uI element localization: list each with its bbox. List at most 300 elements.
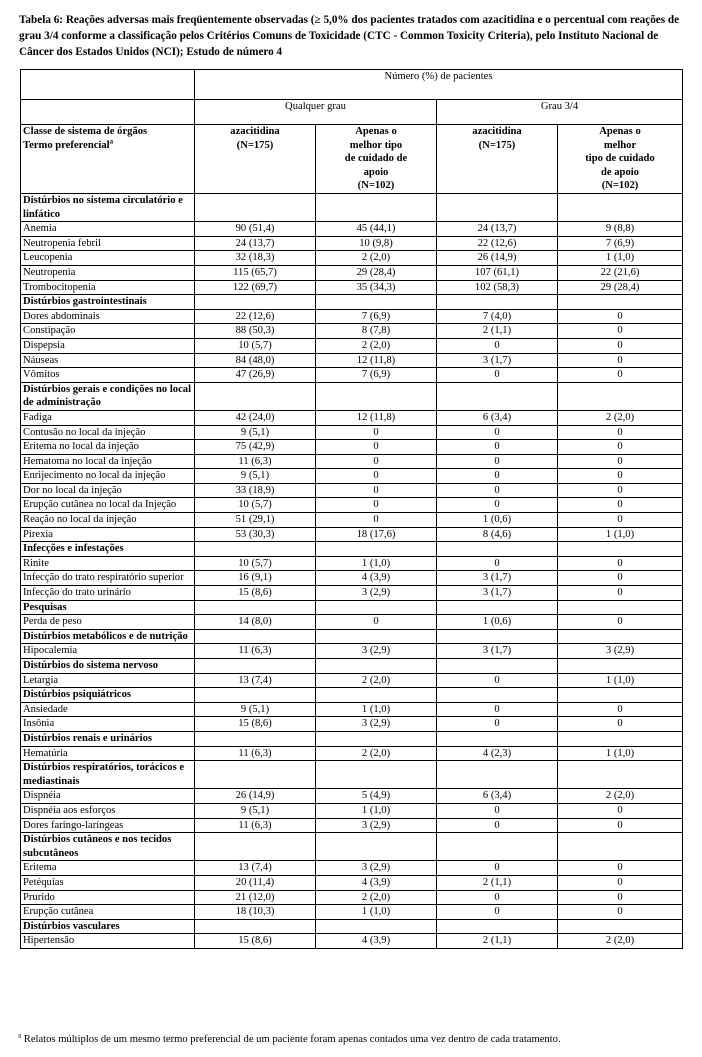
value-cell: 0: [558, 615, 683, 630]
value-cell: 0: [437, 717, 558, 732]
adverse-reactions-table: [20, 69, 683, 949]
category-row: [21, 833, 683, 861]
value-cell: 90 (51,4): [195, 222, 316, 237]
value-cell: 32 (18,3): [195, 251, 316, 266]
table-row: [21, 483, 683, 498]
value-cell: 11 (6,3): [195, 818, 316, 833]
value-cell: 0: [437, 498, 558, 513]
col-bsc-any-l1: Apenas o: [355, 126, 397, 137]
value-cell: 1 (1,0): [316, 702, 437, 717]
value-cell: 7 (6,9): [316, 368, 437, 383]
category-row: [21, 629, 683, 644]
value-cell: 2 (2,0): [558, 789, 683, 804]
category-empty-cell: [558, 688, 683, 703]
term-cell: Trombocitopenia: [21, 280, 195, 295]
footnote-sup: a: [18, 1031, 22, 1040]
value-cell: 0: [558, 803, 683, 818]
category-empty-cell: [316, 731, 437, 746]
table-row: [21, 717, 683, 732]
value-cell: 7 (4,0): [437, 309, 558, 324]
category-empty-cell: [195, 295, 316, 310]
table-row: [21, 338, 683, 353]
value-cell: 3 (2,9): [316, 861, 437, 876]
value-cell: 15 (8,6): [195, 934, 316, 949]
value-cell: 0: [437, 803, 558, 818]
category-empty-cell: [316, 833, 437, 861]
category-empty-cell: [558, 600, 683, 615]
category-row: [21, 600, 683, 615]
col-bsc-g34-l4: de apoio: [601, 166, 639, 178]
value-cell: 0: [437, 338, 558, 353]
value-cell: 18 (10,3): [195, 905, 316, 920]
value-cell: 10 (5,7): [195, 338, 316, 353]
value-cell: 0: [558, 309, 683, 324]
value-cell: 1 (0,6): [437, 615, 558, 630]
value-cell: 3 (2,9): [316, 717, 437, 732]
value-cell: 0: [558, 440, 683, 455]
header-organ-class: [21, 125, 195, 194]
category-empty-cell: [437, 659, 558, 674]
header-row-3: [21, 125, 683, 194]
term-cell: Enrijecimento no local da injeção: [21, 469, 195, 484]
category-empty-cell: [437, 382, 558, 410]
term-cell: Hipocalemia: [21, 644, 195, 659]
table-row: [21, 615, 683, 630]
col-aza-any-label: azacitidina: [230, 126, 280, 137]
value-cell: 0: [437, 425, 558, 440]
term-cell: Reação no local da injeção: [21, 513, 195, 528]
category-label: Distúrbios cutâneos e nos tecidos subcutâneos: [21, 833, 195, 861]
category-label: Infecções e infestações: [21, 542, 195, 557]
term-cell: Perda de peso: [21, 615, 195, 630]
category-label: Distúrbios metabólicos e de nutrição: [21, 629, 195, 644]
header-patients: Número (%) de pacientes: [195, 70, 683, 100]
category-empty-cell: [558, 542, 683, 557]
term-cell: Rinite: [21, 556, 195, 571]
value-cell: 0: [316, 498, 437, 513]
value-cell: 9 (5,1): [195, 803, 316, 818]
value-cell: 3 (1,7): [437, 644, 558, 659]
term-cell: Neutropenia febril: [21, 236, 195, 251]
value-cell: 0: [558, 425, 683, 440]
value-cell: 0: [316, 513, 437, 528]
category-row: [21, 919, 683, 934]
col-bsc-any: [316, 125, 437, 194]
term-cell: Erupção cutânea no local da Injeção: [21, 498, 195, 513]
value-cell: 16 (9,1): [195, 571, 316, 586]
table-row: [21, 818, 683, 833]
col-bsc-any-l2: melhor tipo: [349, 139, 403, 151]
value-cell: 1 (1,0): [558, 673, 683, 688]
value-cell: 13 (7,4): [195, 861, 316, 876]
term-cell: Fadiga: [21, 410, 195, 425]
value-cell: 13 (7,4): [195, 673, 316, 688]
value-cell: 1 (1,0): [558, 746, 683, 761]
term-cell: Dispnéia aos esforços: [21, 803, 195, 818]
footnote: [18, 1033, 698, 1046]
category-label: Distúrbios renais e urinários: [21, 731, 195, 746]
term-cell: Leucopenia: [21, 251, 195, 266]
category-empty-cell: [316, 600, 437, 615]
term-cell: Infecção do trato respiratório superior: [21, 571, 195, 586]
value-cell: 3 (1,7): [437, 571, 558, 586]
value-cell: 0: [316, 425, 437, 440]
value-cell: 3 (2,9): [558, 644, 683, 659]
category-empty-cell: [437, 919, 558, 934]
category-empty-cell: [558, 919, 683, 934]
category-empty-cell: [195, 629, 316, 644]
value-cell: 8 (4,6): [437, 527, 558, 542]
value-cell: 2 (1,1): [437, 324, 558, 339]
value-cell: 3 (2,9): [316, 818, 437, 833]
category-empty-cell: [437, 600, 558, 615]
category-row: [21, 542, 683, 557]
col-aza-g34-n: (N=175): [478, 139, 516, 151]
col-bsc-g34-n: (N=102): [601, 180, 639, 192]
preferred-term-text: Termo preferencial: [23, 139, 110, 151]
value-cell: 24 (13,7): [437, 222, 558, 237]
value-cell: 3 (1,7): [437, 353, 558, 368]
category-empty-cell: [558, 659, 683, 674]
category-empty-cell: [316, 194, 437, 222]
value-cell: 0: [558, 818, 683, 833]
value-cell: 11 (6,3): [195, 454, 316, 469]
category-row: [21, 761, 683, 789]
category-empty-cell: [195, 600, 316, 615]
col-aza-g34-label: azacitidina: [472, 126, 522, 137]
value-cell: 7 (6,9): [316, 309, 437, 324]
value-cell: 7 (6,9): [558, 236, 683, 251]
category-empty-cell: [558, 295, 683, 310]
value-cell: 1 (0,6): [437, 513, 558, 528]
table-row: [21, 222, 683, 237]
value-cell: 0: [316, 483, 437, 498]
table-row: [21, 309, 683, 324]
term-cell: Hipertensão: [21, 934, 195, 949]
table-row: [21, 586, 683, 601]
value-cell: 0: [558, 861, 683, 876]
value-cell: 12 (11,8): [316, 353, 437, 368]
value-cell: 115 (65,7): [195, 265, 316, 280]
table-row: [21, 905, 683, 920]
term-cell: Letargia: [21, 673, 195, 688]
category-empty-cell: [558, 194, 683, 222]
value-cell: 0: [558, 905, 683, 920]
value-cell: 42 (24,0): [195, 410, 316, 425]
value-cell: 0: [437, 440, 558, 455]
col-bsc-g34-l2: melhor: [603, 139, 637, 151]
category-empty-cell: [558, 761, 683, 789]
table-row: [21, 469, 683, 484]
value-cell: 35 (34,3): [316, 280, 437, 295]
value-cell: 0: [558, 571, 683, 586]
term-cell: Dores abdominais: [21, 309, 195, 324]
value-cell: 0: [437, 368, 558, 383]
category-empty-cell: [437, 833, 558, 861]
value-cell: 4 (3,9): [316, 934, 437, 949]
header-row-1: [21, 70, 683, 100]
value-cell: 29 (28,4): [316, 265, 437, 280]
value-cell: 2 (2,0): [316, 746, 437, 761]
value-cell: 75 (42,9): [195, 440, 316, 455]
category-row: [21, 688, 683, 703]
value-cell: 3 (1,7): [437, 586, 558, 601]
value-cell: 0: [558, 324, 683, 339]
term-cell: Dispnéia: [21, 789, 195, 804]
value-cell: 0: [437, 673, 558, 688]
header-empty-cell: [21, 70, 195, 100]
value-cell: 2 (2,0): [316, 338, 437, 353]
value-cell: 2 (2,0): [316, 673, 437, 688]
value-cell: 2 (1,1): [437, 875, 558, 890]
value-cell: 0: [316, 615, 437, 630]
term-cell: Vômitos: [21, 368, 195, 383]
value-cell: 12 (11,8): [316, 410, 437, 425]
value-cell: 88 (50,3): [195, 324, 316, 339]
category-label: Distúrbios gastrointestinais: [21, 295, 195, 310]
value-cell: 1 (1,0): [558, 251, 683, 266]
value-cell: 6 (3,4): [437, 789, 558, 804]
value-cell: 5 (4,9): [316, 789, 437, 804]
value-cell: 0: [558, 454, 683, 469]
category-empty-cell: [316, 382, 437, 410]
table-row: [21, 789, 683, 804]
value-cell: 1 (1,0): [558, 527, 683, 542]
category-empty-cell: [195, 833, 316, 861]
category-empty-cell: [558, 629, 683, 644]
value-cell: 14 (8,0): [195, 615, 316, 630]
col-aza-any: [195, 125, 316, 194]
value-cell: 51 (29,1): [195, 513, 316, 528]
value-cell: 8 (7,8): [316, 324, 437, 339]
value-cell: 3 (2,9): [316, 644, 437, 659]
preferred-term-label: [23, 139, 192, 153]
header-grade34: Grau 3/4: [437, 100, 683, 125]
value-cell: 84 (48,0): [195, 353, 316, 368]
value-cell: 26 (14,9): [195, 789, 316, 804]
category-row: [21, 194, 683, 222]
category-empty-cell: [195, 382, 316, 410]
term-cell: Náuseas: [21, 353, 195, 368]
value-cell: 0: [558, 483, 683, 498]
value-cell: 2 (1,1): [437, 934, 558, 949]
value-cell: 0: [558, 586, 683, 601]
value-cell: 1 (1,0): [316, 556, 437, 571]
value-cell: 0: [437, 556, 558, 571]
category-empty-cell: [437, 295, 558, 310]
value-cell: 0: [558, 498, 683, 513]
table-row: [21, 368, 683, 383]
term-cell: Infecção do trato urinário: [21, 586, 195, 601]
value-cell: 0: [558, 513, 683, 528]
value-cell: 10 (5,7): [195, 556, 316, 571]
col-bsc-g34: [558, 125, 683, 194]
category-empty-cell: [437, 761, 558, 789]
table-row: [21, 513, 683, 528]
header-empty-cell: [21, 100, 195, 125]
category-empty-cell: [195, 731, 316, 746]
organ-class-label: Classe de sistema de órgãos: [23, 126, 148, 137]
value-cell: 0: [558, 717, 683, 732]
table-row: [21, 425, 683, 440]
table-row: [21, 803, 683, 818]
table-row: [21, 236, 683, 251]
value-cell: 2 (2,0): [316, 251, 437, 266]
category-empty-cell: [316, 761, 437, 789]
value-cell: 22 (21,6): [558, 265, 683, 280]
value-cell: 10 (9,8): [316, 236, 437, 251]
table-row: [21, 702, 683, 717]
value-cell: 47 (26,9): [195, 368, 316, 383]
value-cell: 0: [558, 890, 683, 905]
value-cell: 4 (3,9): [316, 571, 437, 586]
value-cell: 0: [316, 454, 437, 469]
value-cell: 33 (18,9): [195, 483, 316, 498]
value-cell: 4 (3,9): [316, 875, 437, 890]
value-cell: 0: [437, 861, 558, 876]
table-row: [21, 571, 683, 586]
term-cell: Petéquias: [21, 875, 195, 890]
value-cell: 9 (5,1): [195, 702, 316, 717]
term-cell: Anemia: [21, 222, 195, 237]
table-row: [21, 353, 683, 368]
table-row: [21, 890, 683, 905]
category-empty-cell: [316, 295, 437, 310]
category-row: [21, 731, 683, 746]
value-cell: 45 (44,1): [316, 222, 437, 237]
category-empty-cell: [316, 659, 437, 674]
value-cell: 53 (30,3): [195, 527, 316, 542]
value-cell: 107 (61,1): [437, 265, 558, 280]
value-cell: 15 (8,6): [195, 586, 316, 601]
preferred-term-sup: a: [109, 137, 114, 146]
category-label: Distúrbios vasculares: [21, 919, 195, 934]
term-cell: Pirexia: [21, 527, 195, 542]
value-cell: 0: [316, 469, 437, 484]
term-cell: Dor no local da injeção: [21, 483, 195, 498]
category-empty-cell: [437, 688, 558, 703]
category-empty-cell: [195, 542, 316, 557]
header-row-2: [21, 100, 683, 125]
table-row: [21, 280, 683, 295]
category-empty-cell: [195, 194, 316, 222]
category-empty-cell: [558, 382, 683, 410]
value-cell: 21 (12,0): [195, 890, 316, 905]
value-cell: 0: [558, 368, 683, 383]
term-cell: Eritema: [21, 861, 195, 876]
term-cell: Constipação: [21, 324, 195, 339]
category-row: [21, 659, 683, 674]
category-label: Distúrbios gerais e condições no local de administração: [21, 382, 195, 410]
value-cell: 0: [437, 454, 558, 469]
category-label: Distúrbios no sistema circulatório e linfático: [21, 194, 195, 222]
category-empty-cell: [437, 542, 558, 557]
category-row: [21, 295, 683, 310]
table-row: [21, 410, 683, 425]
table-row: [21, 498, 683, 513]
value-cell: 4 (2,3): [437, 746, 558, 761]
col-bsc-g34-l1: Apenas o: [599, 126, 641, 137]
col-aza-any-n: (N=175): [236, 139, 274, 151]
term-cell: Prurido: [21, 890, 195, 905]
value-cell: 2 (2,0): [558, 410, 683, 425]
table-row: [21, 454, 683, 469]
category-empty-cell: [195, 659, 316, 674]
table-row: [21, 861, 683, 876]
value-cell: 0: [558, 875, 683, 890]
category-empty-cell: [195, 919, 316, 934]
category-empty-cell: [437, 194, 558, 222]
category-empty-cell: [316, 542, 437, 557]
category-empty-cell: [558, 731, 683, 746]
term-cell: Contusão no local da injeção: [21, 425, 195, 440]
value-cell: 11 (6,3): [195, 644, 316, 659]
col-bsc-any-n: (N=102): [357, 180, 395, 192]
category-empty-cell: [558, 833, 683, 861]
term-cell: Hematoma no local da injeção: [21, 454, 195, 469]
value-cell: 102 (58,3): [437, 280, 558, 295]
value-cell: 0: [316, 440, 437, 455]
value-cell: 26 (14,9): [437, 251, 558, 266]
value-cell: 0: [558, 702, 683, 717]
table-row: [21, 440, 683, 455]
category-row: [21, 382, 683, 410]
value-cell: 9 (5,1): [195, 469, 316, 484]
term-cell: Ansiedade: [21, 702, 195, 717]
value-cell: 29 (28,4): [558, 280, 683, 295]
term-cell: Erupção cutânea: [21, 905, 195, 920]
value-cell: 0: [437, 483, 558, 498]
table-row: [21, 265, 683, 280]
category-empty-cell: [437, 629, 558, 644]
table-caption: Tabela 6: Reações adversas mais freqüentemente observadas (≥ 5,0% dos pacientes tratados com azacitidina e o percentual com reações de grau 3/4 conforme a classificação pelos Critérios Comuns de Toxicidade (CTC - Common Toxicity Criteria), pelo Instituto Nacional de Câncer dos Estados Unidos (NCI); Estudo de número 4: [19, 14, 680, 58]
col-aza-g34: [437, 125, 558, 194]
category-empty-cell: [316, 919, 437, 934]
category-empty-cell: [437, 731, 558, 746]
table-row: [21, 251, 683, 266]
value-cell: 24 (13,7): [195, 236, 316, 251]
term-cell: Neutropenia: [21, 265, 195, 280]
value-cell: 0: [558, 338, 683, 353]
value-cell: 1 (1,0): [316, 803, 437, 818]
value-cell: 3 (2,9): [316, 586, 437, 601]
value-cell: 22 (12,6): [195, 309, 316, 324]
value-cell: 22 (12,6): [437, 236, 558, 251]
value-cell: 2 (2,0): [558, 934, 683, 949]
value-cell: 6 (3,4): [437, 410, 558, 425]
value-cell: 2 (2,0): [316, 890, 437, 905]
table-row: [21, 673, 683, 688]
table-row: [21, 556, 683, 571]
table-row: [21, 746, 683, 761]
table-row: [21, 527, 683, 542]
value-cell: 9 (8,8): [558, 222, 683, 237]
category-label: Distúrbios psiquiátricos: [21, 688, 195, 703]
col-bsc-any-l4: apoio: [363, 166, 389, 178]
table-row: [21, 934, 683, 949]
category-label: Distúrbios do sistema nervoso: [21, 659, 195, 674]
term-cell: Insônia: [21, 717, 195, 732]
value-cell: 0: [558, 469, 683, 484]
value-cell: 9 (5,1): [195, 425, 316, 440]
value-cell: 122 (69,7): [195, 280, 316, 295]
value-cell: 18 (17,6): [316, 527, 437, 542]
footnote-text: Relatos múltiplos de um mesmo termo preferencial de um paciente foram apenas contados uma vez dentro de cada tratamento.: [23, 1034, 561, 1045]
value-cell: 20 (11,4): [195, 875, 316, 890]
value-cell: 11 (6,3): [195, 746, 316, 761]
header-any-grade: Qualquer grau: [195, 100, 437, 125]
category-label: Pesquisas: [21, 600, 195, 615]
